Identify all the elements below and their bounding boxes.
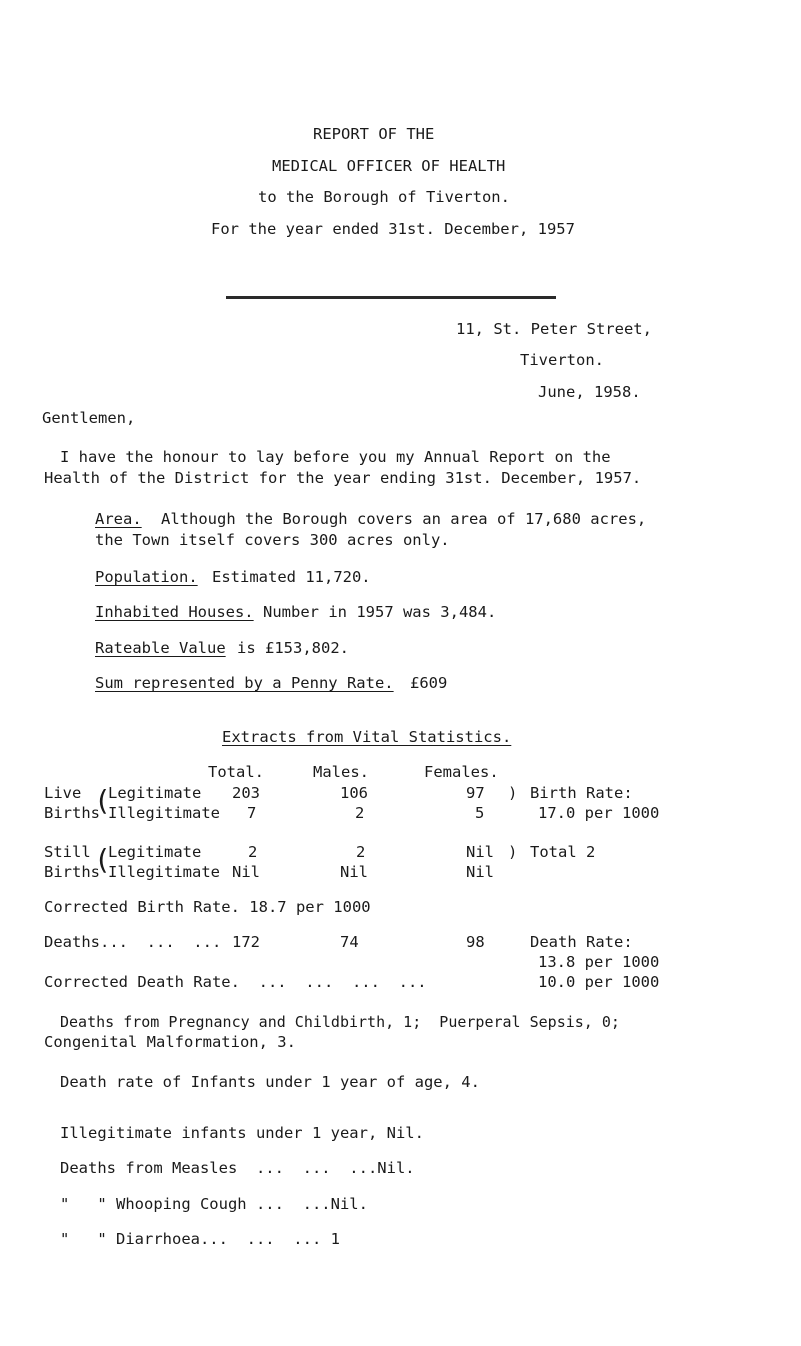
death-rate-value: 13.8 per 1000 bbox=[538, 953, 660, 971]
penny-rate-label: Sum represented by a Penny Rate. bbox=[95, 674, 394, 692]
vital-stats-heading: Extracts from Vital Statistics. bbox=[222, 728, 512, 746]
still-illegit-males: Nil bbox=[340, 863, 368, 881]
report-year: For the year ended 31st. December, 1957 bbox=[211, 220, 575, 238]
penny-rate-text: £609 bbox=[410, 674, 448, 692]
still-legit-total: 2 bbox=[248, 843, 258, 861]
address-town: Tiverton. bbox=[520, 351, 604, 369]
population-text: Estimated 11,720. bbox=[212, 568, 371, 586]
houses-label: Inhabited Houses. bbox=[95, 603, 254, 621]
live-legit-total: 203 bbox=[232, 784, 260, 802]
live-legit-label: Legitimate bbox=[108, 784, 202, 802]
birth-rate-value: 17.0 per 1000 bbox=[538, 804, 660, 822]
col-females: Females. bbox=[424, 763, 499, 781]
houses-text: Number in 1957 was 3,484. bbox=[263, 603, 497, 621]
address-street: 11, St. Peter Street, bbox=[456, 320, 652, 338]
col-total: Total. bbox=[208, 763, 264, 781]
deaths-females: 98 bbox=[466, 933, 485, 951]
still-illegit-label: Illegitimate bbox=[108, 863, 220, 881]
congenital-malformation: Congenital Malformation, 3. bbox=[44, 1033, 296, 1051]
still-total: Total 2 bbox=[530, 843, 596, 861]
deaths-whooping-cough: " " Whooping Cough ... ...Nil. bbox=[60, 1195, 368, 1213]
intro-line-2: Health of the District for the year ending 31st. December, 1957. bbox=[44, 469, 642, 487]
report-subtitle: MEDICAL OFFICER OF HEALTH bbox=[272, 157, 506, 175]
birth-rate-label: Birth Rate: bbox=[530, 784, 633, 802]
still-births-label-2: Births bbox=[44, 863, 100, 881]
still-births-label-1: Still bbox=[44, 843, 91, 861]
deaths-males: 74 bbox=[340, 933, 359, 951]
live-legit-males: 106 bbox=[340, 784, 368, 802]
report-title: REPORT OF THE bbox=[313, 125, 435, 143]
area-text-2: the Town itself covers 300 acres only. bbox=[95, 531, 450, 549]
still-legit-label: Legitimate bbox=[108, 843, 202, 861]
live-illegit-males: 2 bbox=[355, 804, 365, 822]
rateable-text: is £153,802. bbox=[237, 639, 349, 657]
still-legit-females: Nil bbox=[466, 843, 494, 861]
illegitimate-infants: Illegitimate infants under 1 year, Nil. bbox=[60, 1124, 424, 1142]
area-label: Area. bbox=[95, 510, 142, 528]
col-males: Males. bbox=[313, 763, 369, 781]
intro-line-1: I have the honour to lay before you my Annual Report on the bbox=[60, 448, 611, 466]
deaths-label: Deaths... ... ... bbox=[44, 933, 222, 951]
rateable-label: Rateable Value bbox=[95, 639, 226, 657]
birth-rate-paren: ) bbox=[508, 784, 518, 802]
salutation: Gentlemen, bbox=[42, 409, 136, 427]
corrected-death-value: 10.0 per 1000 bbox=[538, 973, 660, 991]
deaths-diarrhoea: " " Diarrhoea... ... ... 1 bbox=[60, 1230, 340, 1248]
area-text-1: Although the Borough covers an area of 17,680 acres, bbox=[161, 510, 647, 528]
report-borough: to the Borough of Tiverton. bbox=[258, 188, 510, 206]
population-label: Population. bbox=[95, 568, 198, 586]
still-births-brace: ( bbox=[94, 843, 111, 876]
live-illegit-total: 7 bbox=[247, 804, 257, 822]
live-legit-females: 97 bbox=[466, 784, 485, 802]
live-illegit-females: 5 bbox=[475, 804, 485, 822]
infant-death-rate: Death rate of Infants under 1 year of age, 4. bbox=[60, 1073, 480, 1091]
still-legit-males: 2 bbox=[356, 843, 366, 861]
still-illegit-total: Nil bbox=[232, 863, 260, 881]
corrected-death-label: Corrected Death Rate. ... ... ... ... bbox=[44, 973, 427, 991]
address-date: June, 1958. bbox=[538, 383, 641, 401]
deaths-total: 172 bbox=[232, 933, 260, 951]
pregnancy-deaths: Deaths from Pregnancy and Childbirth, 1; Puerperal Sepsis, 0; bbox=[60, 1013, 620, 1031]
live-births-label-1: Live bbox=[44, 784, 82, 802]
header-rule bbox=[226, 296, 556, 299]
still-total-paren: ) bbox=[508, 843, 518, 861]
live-births-label-2: Births bbox=[44, 804, 100, 822]
live-illegit-label: Illegitimate bbox=[108, 804, 220, 822]
deaths-measles: Deaths from Measles ... ... ...Nil. bbox=[60, 1159, 415, 1177]
still-illegit-females: Nil bbox=[466, 863, 494, 881]
corrected-birth-rate: Corrected Birth Rate. 18.7 per 1000 bbox=[44, 898, 371, 916]
live-births-brace: ( bbox=[94, 784, 111, 817]
death-rate-label: Death Rate: bbox=[530, 933, 633, 951]
